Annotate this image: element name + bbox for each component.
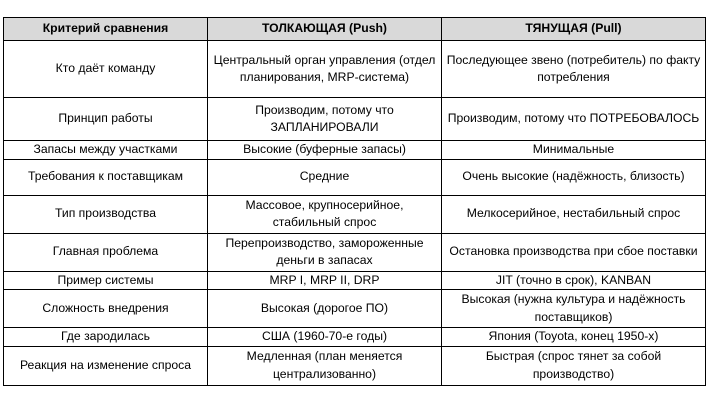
criterion-cell: Принцип работы (4, 98, 208, 141)
push-cell: Медленная (план меняется централизованно) (208, 346, 442, 385)
table-row (4, 41, 706, 98)
criterion-cell: Тип производства (4, 195, 208, 233)
criterion-cell: Кто даёт команду (4, 41, 208, 98)
push-cell: MRP I, MRP II, DRP (208, 271, 442, 290)
table-row (4, 328, 706, 347)
criterion-cell: Запасы между участками (4, 141, 208, 160)
push-cell: США (1960-70-е годы) (208, 328, 442, 347)
comparison-table (3, 17, 706, 386)
push-cell: Средние (208, 159, 442, 195)
pull-cell: JIT (точно в срок), KANBAN (442, 271, 706, 290)
criterion-cell: Где зародилась (4, 328, 208, 347)
criterion-cell: Сложность внедрения (4, 290, 208, 328)
push-cell: Перепроизводство, замороженные деньги в запасах (208, 233, 442, 271)
table-row (4, 233, 706, 271)
criterion-cell: Требования к поставщикам (4, 159, 208, 195)
header-push: ТОЛКАЮЩАЯ (Push) (208, 18, 442, 41)
table-row (4, 159, 706, 195)
push-cell: Массовое, крупносерийное, стабильный спрос (208, 195, 442, 233)
criterion-cell: Реакция на изменение спроса (4, 346, 208, 385)
header-pull: ТЯНУЩАЯ (Pull) (442, 18, 706, 41)
pull-cell: Япония (Toyota, конец 1950-х) (442, 328, 706, 347)
header-criterion: Критерий сравнения (4, 18, 208, 41)
table-header-row (4, 18, 706, 41)
push-cell: Производим, потому что ЗАПЛАНИРОВАЛИ (208, 98, 442, 141)
pull-cell: Последующее звено (потребитель) по факту потребления (442, 41, 706, 98)
table-row (4, 141, 706, 160)
pull-cell: Очень высокие (надёжность, близость) (442, 159, 706, 195)
pull-cell: Высокая (нужна культура и надёжность поставщиков) (442, 290, 706, 328)
pull-cell: Остановка производства при сбое поставки (442, 233, 706, 271)
push-cell: Высокие (буферные запасы) (208, 141, 442, 160)
push-cell: Высокая (дорогое ПО) (208, 290, 442, 328)
pull-cell: Производим, потому что ПОТРЕБОВАЛОСЬ (442, 98, 706, 141)
table-row (4, 271, 706, 290)
criterion-cell: Пример системы (4, 271, 208, 290)
push-cell: Центральный орган управления (отдел планирования, MRP-система) (208, 41, 442, 98)
table-row (4, 195, 706, 233)
table-row (4, 346, 706, 385)
table-row (4, 98, 706, 141)
table-row (4, 290, 706, 328)
pull-cell: Быстрая (спрос тянет за собой производство) (442, 346, 706, 385)
pull-cell: Мелкосерийное, нестабильный спрос (442, 195, 706, 233)
pull-cell: Минимальные (442, 141, 706, 160)
criterion-cell: Главная проблема (4, 233, 208, 271)
